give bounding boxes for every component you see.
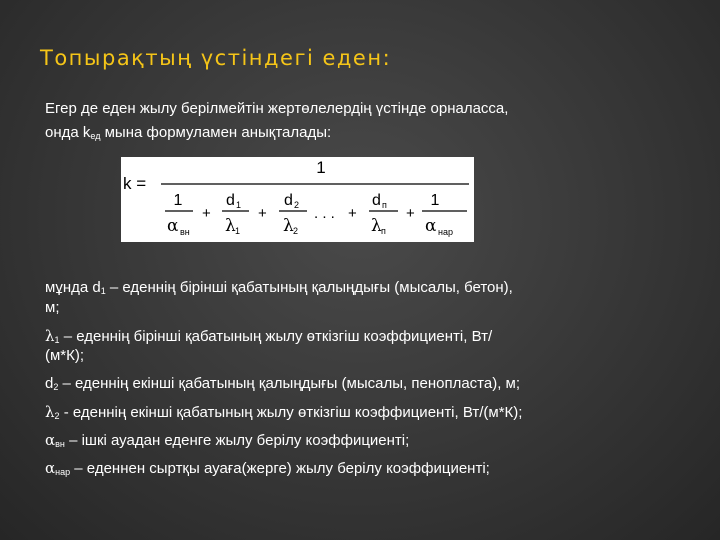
intro-line-2-sub: ед — [90, 131, 101, 141]
definition-line — [45, 278, 685, 298]
definition-line — [45, 298, 685, 318]
term2-den-main: λ — [225, 216, 236, 236]
term1-den-sub: вн — [180, 227, 190, 237]
def-3-pre: (м*К); — [45, 347, 85, 364]
def-5-post: - еденнің екінші қабатының жылу өткізгіш коэффициенті, Вт/(м*К); — [59, 404, 523, 421]
formula-numerator: 1 — [316, 158, 326, 177]
formula-svg — [121, 157, 474, 242]
def-7-greek: α — [45, 459, 56, 477]
definition-line — [45, 402, 685, 422]
term2-num-sub: 1 — [236, 200, 242, 210]
term5-numerator: 1 — [430, 192, 440, 209]
plus-2: + — [258, 205, 267, 222]
slide-title: Топырақтың үстіндегі еден: — [40, 46, 392, 70]
def-7-sub: нар — [55, 467, 71, 477]
def-6-greek: α — [45, 431, 56, 449]
intro-line-2 — [45, 121, 685, 148]
definitions-list — [45, 278, 685, 478]
term3-num-main: d — [284, 192, 293, 209]
def-7-post: – еденнен сыртқы ауаға(жерге) жылу берілу коэффициенті; — [70, 460, 490, 477]
def-5-sub: 2 — [54, 411, 60, 421]
def-2-sub: 1 — [54, 335, 60, 345]
def-4-post: – еденнің екінші қабатының қалыңдығы (мысалы, пенопласта), м; — [58, 375, 521, 392]
term2-den-sub: 1 — [235, 226, 241, 236]
plus-1: + — [202, 205, 211, 222]
term4-den-main: λ — [371, 216, 382, 236]
term3-den-main: λ — [283, 216, 294, 236]
definition-line — [45, 430, 685, 450]
term5-den-main: α — [425, 216, 437, 236]
def-0-post: – еденнің бірінші қабатының қалыңдығы (мысалы, бетон), — [105, 279, 513, 296]
term4-num-sub: п — [382, 200, 387, 210]
def-0-sub: 1 — [100, 286, 106, 296]
def-6-sub: вн — [55, 439, 65, 449]
plus-3: + — [348, 205, 357, 222]
intro-text — [45, 97, 685, 148]
def-5-greek: λ — [45, 403, 55, 421]
formula-lhs: k = — [123, 174, 147, 193]
term4-num-main: d — [372, 192, 381, 209]
formula-image — [121, 157, 474, 242]
term5-den-sub: нар — [438, 227, 453, 237]
def-0-pre: мұнда d — [45, 279, 101, 296]
term3-den-sub: 2 — [293, 226, 299, 236]
def-4-sub: 2 — [53, 382, 59, 392]
term3-num-sub: 2 — [294, 200, 300, 210]
definition-line — [45, 458, 685, 478]
intro-line-1: Егер де еден жылу берілмейтін жертөлелердің үстінде орналасса, — [45, 100, 509, 117]
ellipsis: . . . — [314, 205, 335, 222]
def-4-pre: d — [45, 375, 54, 392]
term4-den-sub: п — [381, 226, 386, 236]
definition-line — [45, 374, 685, 394]
def-6-post: – ішкі ауадан еденге жылу берілу коэффициенті; — [64, 432, 410, 449]
intro-line-2-pre: онда k — [45, 124, 91, 141]
definition-line — [45, 346, 685, 366]
definition-line — [45, 326, 685, 346]
def-1-pre: м; — [45, 299, 60, 316]
def-2-greek: λ — [45, 327, 55, 345]
term1-numerator: 1 — [173, 192, 183, 209]
term2-num-main: d — [226, 192, 235, 209]
intro-line-2-post: мына формуламен анықталады: — [100, 124, 332, 141]
term1-den-main: α — [167, 216, 179, 236]
def-2-post: – еденнің бірінші қабатының жылу өткізгіш коэффициенті, Вт/ — [59, 328, 493, 345]
plus-4: + — [406, 205, 415, 222]
